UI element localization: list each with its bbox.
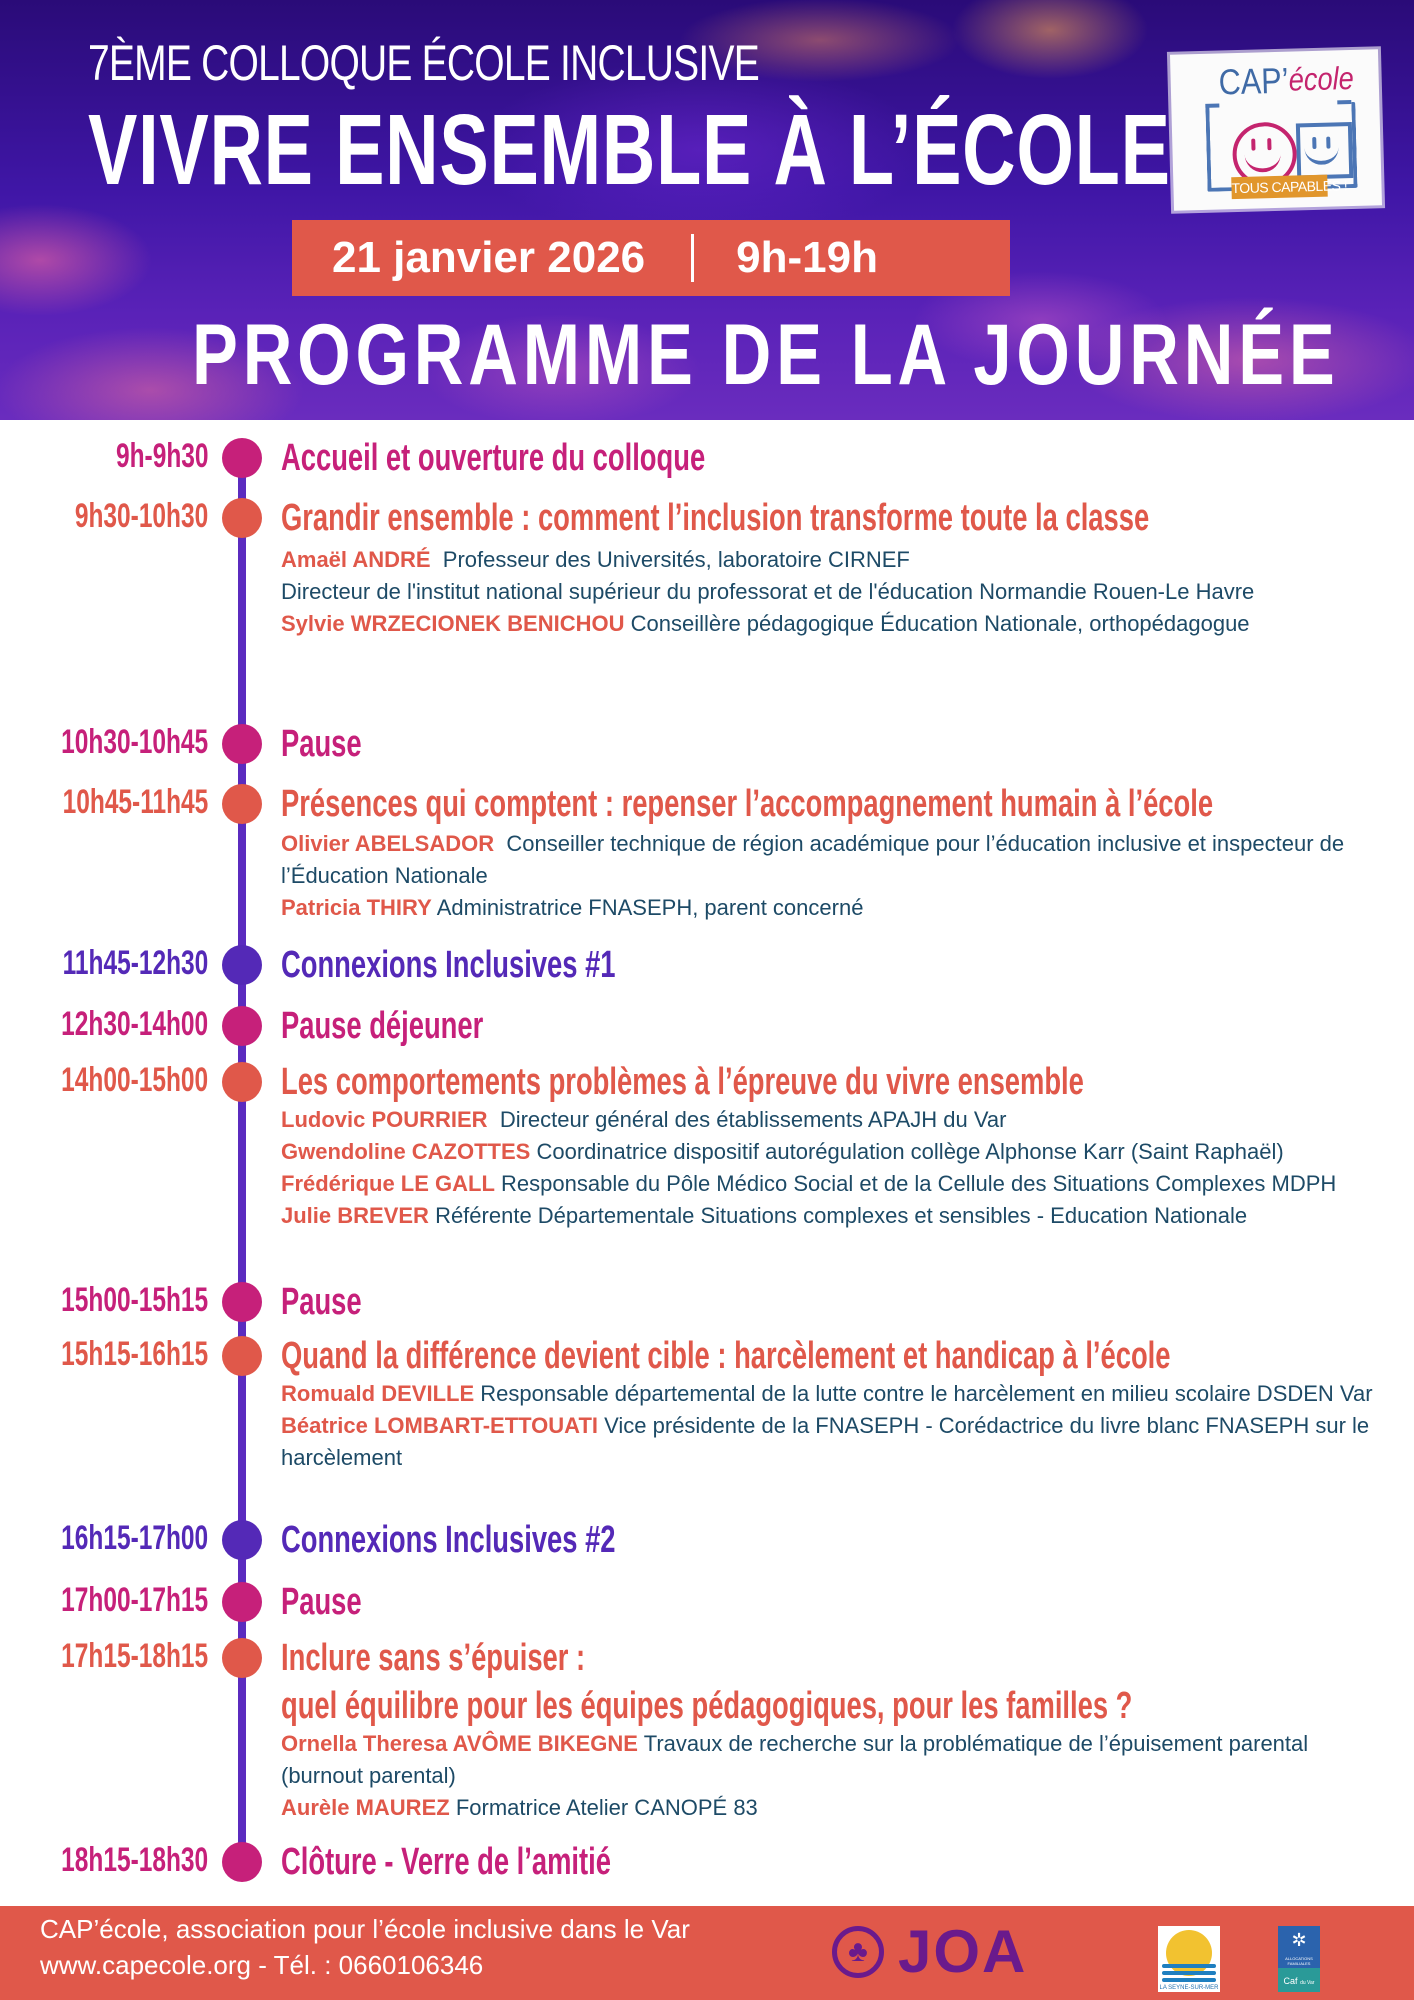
speaker-role: Coordinatrice dispositif autorégulation collège Alphonse Karr (Saint Raphaël) xyxy=(536,1139,1284,1164)
timeline-dot xyxy=(222,1006,262,1046)
programme-title: PROGRAMME DE LA JOURNÉE xyxy=(192,307,1340,403)
wave-icon xyxy=(1162,1978,1216,1982)
timeline-dot xyxy=(222,1842,262,1882)
speaker-role: Administratrice FNASEPH, parent concerné xyxy=(436,895,864,920)
schedule-time: 14h00-15h00 xyxy=(61,1061,208,1099)
schedule-title: Quand la différence devient cible : harcèlement et handicap à l’école xyxy=(281,1335,1171,1377)
speaker-role: Vice présidente de la FNASEPH - Corédactrice du livre blanc FNASEPH sur le harcèlement xyxy=(281,1413,1370,1470)
timeline-dot xyxy=(222,1282,262,1322)
speaker xyxy=(281,1104,1391,1136)
event-subtitle: 7ÈME COLLOQUE ÉCOLE INCLUSIVE xyxy=(88,35,759,91)
logo-cap-text: CAP’ xyxy=(1218,59,1289,103)
schedule-title: Clôture - Verre de l’amitié xyxy=(281,1841,611,1883)
caf-logo xyxy=(1278,1926,1320,1992)
speaker-role: Référente Départementale Situations complexes et sensibles - Education Nationale xyxy=(435,1203,1248,1228)
speaker-role: Responsable départemental de la lutte contre le harcèlement en milieu scolaire DSDEN Var xyxy=(480,1381,1373,1406)
speaker xyxy=(281,828,1391,892)
date-banner xyxy=(292,220,1010,296)
event-hours: 9h-19h xyxy=(736,233,878,282)
speaker xyxy=(281,1410,1391,1474)
speaker-name: Ludovic POURRIER xyxy=(281,1107,488,1132)
schedule-title: Présences qui comptent : repenser l’accompagnement humain à l’école xyxy=(281,783,1214,825)
speaker-role: Formatrice Atelier CANOPÉ 83 xyxy=(455,1795,758,1820)
speaker xyxy=(281,1378,1391,1410)
speaker-role-extra: Directeur de l'institut national supérieur du professorat et de l'éducation Normandie Rouen-Le Havre xyxy=(281,579,1255,604)
schedule-time: 17h00-17h15 xyxy=(61,1581,208,1619)
capecole-logo xyxy=(1170,49,1382,210)
footer-association: CAP’école, association pour l’école inclusive dans le Var xyxy=(40,1914,690,1944)
header-banner xyxy=(0,0,1414,420)
timeline-dot xyxy=(222,724,262,764)
schedule-title: Connexions Inclusives #2 xyxy=(281,1519,616,1561)
la-seyne-label: LA SEYNE-SUR-MER xyxy=(1159,1985,1219,1991)
speaker-list xyxy=(281,828,1391,924)
wave-icon xyxy=(1162,1964,1216,1968)
logo-ecole-text: école xyxy=(1288,59,1355,98)
speaker-name: Aurèle MAUREZ xyxy=(281,1795,450,1820)
speaker-list xyxy=(281,1728,1391,1824)
schedule-title: Connexions Inclusives #1 xyxy=(281,944,616,986)
speaker-list xyxy=(281,1104,1391,1232)
schedule-title: Pause xyxy=(281,1281,362,1323)
speaker-role: Directeur général des établissements APAJH du Var xyxy=(499,1107,1007,1132)
speaker-name: Frédérique LE GALL xyxy=(281,1171,495,1196)
caf-sub: du Var xyxy=(1300,1980,1315,1986)
timeline-dot xyxy=(222,438,262,478)
speaker-name: Patricia THIRY xyxy=(281,895,432,920)
timeline-dot xyxy=(222,1638,262,1678)
speaker-role: Conseiller technique de région académique pour l’éducation inclusive et inspecteur de l’Éducation Nationale xyxy=(281,831,1345,888)
schedule-title: Inclure sans s’épuiser : xyxy=(281,1637,586,1679)
speaker-name: Amaël ANDRÉ xyxy=(281,547,431,572)
timeline-dot xyxy=(222,1582,262,1622)
schedule-time: 12h30-14h00 xyxy=(61,1005,208,1043)
speaker xyxy=(281,608,1391,640)
clover-icon: ♣ xyxy=(832,1926,884,1978)
footer-contact[interactable]: www.capecole.org - Tél. : 0660106346 xyxy=(40,1950,484,1980)
speaker xyxy=(281,1728,1391,1792)
schedule-time: 15h00-15h15 xyxy=(61,1281,208,1319)
event-title: VIVRE ENSEMBLE À L’ÉCOLE xyxy=(88,94,1171,206)
timeline-dot xyxy=(222,1062,262,1102)
wave-icon xyxy=(1162,1971,1216,1975)
schedule-time: 9h-9h30 xyxy=(115,437,208,475)
schedule-time: 18h15-18h30 xyxy=(61,1841,208,1879)
timeline-dot xyxy=(222,1336,262,1376)
speaker-role: Responsable du Pôle Médico Social et de la Cellule des Situations Complexes MDPH xyxy=(501,1171,1337,1196)
footer xyxy=(0,1906,1414,2000)
caf-wordmark xyxy=(1278,1976,1320,1986)
schedule-title: Grandir ensemble : comment l’inclusion transforme toute la classe xyxy=(281,497,1150,539)
speaker-name: Romuald DEVILLE xyxy=(281,1381,475,1406)
schedule-time: 17h15-18h15 xyxy=(61,1637,208,1675)
schedule-title: Accueil et ouverture du colloque xyxy=(281,437,706,479)
speaker-name: Béatrice LOMBART-ETTOUATI xyxy=(281,1413,598,1438)
joa-wordmark: JOA xyxy=(898,1918,1028,1985)
speaker-name: Olivier ABELSADOR xyxy=(281,831,495,856)
schedule-title: Pause xyxy=(281,1581,362,1623)
speaker-role: Professeur des Universités, laboratoire CIRNEF xyxy=(442,547,910,572)
schedule-time: 11h45-12h30 xyxy=(62,944,208,982)
speaker xyxy=(281,1136,1391,1168)
speaker xyxy=(281,1792,1391,1824)
schedule-title: Pause déjeuner xyxy=(281,1005,484,1047)
caf-label: ALLOCATIONS FAMILIALES xyxy=(1285,1956,1313,1966)
schedule-title: Les comportements problèmes à l’épreuve du vivre ensemble xyxy=(281,1061,1084,1103)
speaker-name: Gwendoline CAZOTTES xyxy=(281,1139,531,1164)
joa-logo xyxy=(832,1918,1028,1985)
speaker-role: Conseillère pédagogique Éducation Nationale, orthopédagogue xyxy=(630,611,1250,636)
timeline-dot xyxy=(222,498,262,538)
speaker-name: Julie BREVER xyxy=(281,1203,429,1228)
speaker xyxy=(281,1168,1391,1200)
la-seyne-logo xyxy=(1158,1926,1220,1992)
speaker xyxy=(281,544,1391,576)
speaker-name: Sylvie WRZECIONEK BENICHOU xyxy=(281,611,625,636)
speaker-list xyxy=(281,544,1391,640)
schedule-time: 10h30-10h45 xyxy=(61,723,208,761)
speaker xyxy=(281,1200,1391,1232)
schedule-time: 10h45-11h45 xyxy=(62,783,208,821)
schedule-time: 15h15-16h15 xyxy=(61,1335,208,1373)
timeline-dot xyxy=(222,1520,262,1560)
speaker-name: Ornella Theresa AVÔME BIKEGNE xyxy=(281,1731,638,1756)
speaker xyxy=(281,892,1391,924)
event-date: 21 janvier 2026 xyxy=(332,233,646,282)
timeline-dot xyxy=(222,945,262,985)
schedule-title: Pause xyxy=(281,723,362,765)
timeline-dot xyxy=(222,784,262,824)
sun-icon xyxy=(1166,1930,1212,1976)
schedule-time: 9h30-10h30 xyxy=(74,497,208,535)
schedule-time: 16h15-17h00 xyxy=(61,1519,208,1557)
family-icon: ✲ xyxy=(1291,1930,1307,1950)
logo-tagline: TOUS CAPABLES ! xyxy=(1231,175,1328,200)
speaker-list xyxy=(281,1378,1391,1474)
speaker-role: Travaux de recherche sur la problématique de l’épuisement parental (burnout parental) xyxy=(281,1731,1309,1788)
divider xyxy=(691,234,694,282)
caf-name: Caf xyxy=(1283,1976,1298,1986)
schedule-title-line2: quel équilibre pour les équipes pédagogiques, pour les familles ? xyxy=(281,1685,1133,1727)
